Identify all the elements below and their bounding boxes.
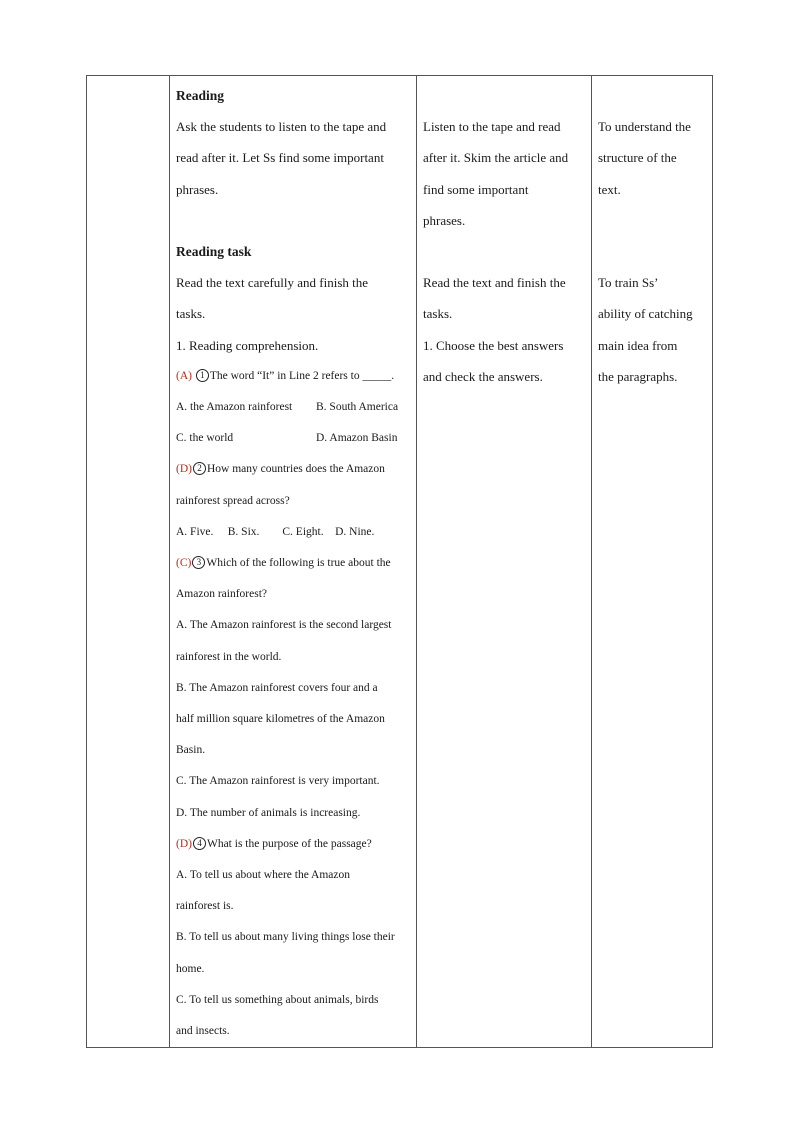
option-cont: home. — [176, 962, 205, 975]
option: C. Eight. — [282, 525, 324, 538]
text-line: after it. Skim the article and — [423, 150, 569, 166]
answer-label: (D) — [176, 463, 192, 476]
lesson-plan-table — [86, 75, 713, 1048]
text-line: Read the text carefully and finish the — [176, 275, 369, 291]
text-line: find some important — [423, 181, 529, 197]
number-circle: 3 — [192, 556, 205, 569]
option: C. The Amazon rainforest is very important. — [176, 775, 380, 788]
text-line: tasks. — [176, 306, 206, 322]
text-line: phrases. — [423, 212, 466, 228]
purpose-cell — [592, 76, 713, 1048]
option: C. the world — [176, 432, 234, 445]
option-cont: and insects. — [176, 1025, 230, 1038]
option: D. Nine. — [335, 525, 375, 538]
text-line: structure of the — [598, 150, 677, 166]
option: D. The number of animals is increasing. — [176, 806, 361, 819]
option-cont: rainforest is. — [176, 900, 234, 913]
option: A. Five. — [176, 525, 214, 538]
question-text: How many countries does the Amazon — [206, 463, 385, 476]
student-activity-cell — [417, 76, 592, 1048]
option: B. The Amazon rainforest covers four and a — [176, 681, 378, 694]
question-1 — [176, 361, 411, 392]
text-line: Ask the students to listen to the tape and — [176, 119, 387, 135]
question-text-cont: Amazon rainforest? — [176, 588, 268, 601]
answer-label: (C) — [176, 557, 192, 570]
option: B. To tell us about many living things lose their — [176, 931, 395, 944]
option-cont: Basin. — [176, 744, 206, 757]
text-line: Read the text and finish the — [423, 275, 566, 291]
text-line: text. — [598, 181, 621, 197]
text-line: main idea from — [598, 337, 678, 353]
reading-task-heading: Reading task — [176, 244, 252, 259]
teacher-activity-cell — [170, 76, 417, 1048]
option: D. Amazon Basin — [316, 432, 398, 445]
question-4 — [176, 829, 411, 860]
options-row — [176, 517, 411, 548]
text-line: 1. Choose the best answers — [423, 337, 564, 353]
question-2 — [176, 454, 411, 485]
text-line: To understand the — [598, 119, 691, 135]
option: A. The Amazon rainforest is the second largest — [176, 619, 392, 632]
comprehension-heading: 1. Reading comprehension. — [176, 337, 319, 353]
answer-label: (A) — [176, 369, 192, 382]
question-text: What is the purpose of the passage? — [206, 837, 372, 850]
number-circle: 1 — [196, 369, 209, 382]
number-circle: 2 — [193, 462, 206, 475]
options-row — [176, 423, 411, 454]
option: A. To tell us about where the Amazon — [176, 869, 350, 882]
options-row — [176, 392, 411, 423]
text-line: To train Ss’ — [598, 275, 659, 291]
option-cont: rainforest in the world. — [176, 650, 282, 663]
answer-label: (D) — [176, 837, 192, 850]
text-line: phrases. — [176, 181, 219, 197]
option-cont: half million square kilometres of the Amazon — [176, 713, 385, 726]
text-line: and check the answers. — [423, 368, 543, 384]
question-text-cont: rainforest spread across? — [176, 494, 290, 507]
option: A. the Amazon rainforest — [176, 401, 293, 414]
number-circle: 4 — [193, 837, 206, 850]
option: C. To tell us something about animals, birds — [176, 993, 379, 1006]
question-3 — [176, 548, 411, 579]
stage-column-cell — [87, 76, 170, 1048]
reading-heading: Reading — [176, 88, 225, 103]
text-line: tasks. — [423, 306, 453, 322]
option: B. Six. — [227, 525, 260, 538]
text-line: ability of catching — [598, 306, 693, 322]
text-line: the paragraphs. — [598, 368, 678, 384]
question-text: Which of the following is true about the — [206, 557, 391, 570]
text-line: Listen to the tape and read — [423, 119, 561, 135]
option: B. South America — [316, 401, 399, 414]
question-text: The word “It” in Line 2 refers to _____. — [209, 369, 395, 382]
text-line: read after it. Let Ss find some important — [176, 150, 384, 166]
